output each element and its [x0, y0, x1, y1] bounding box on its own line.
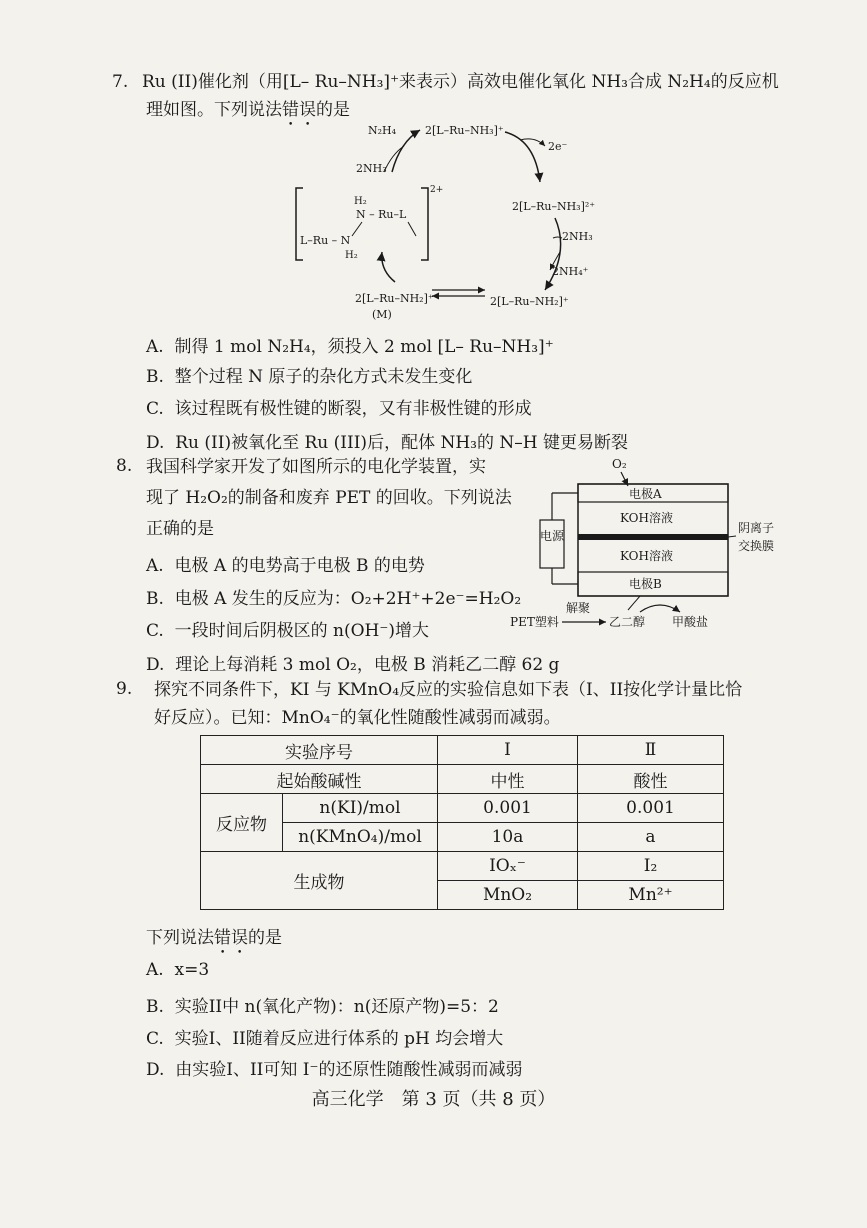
q8-power: 电源: [539, 529, 565, 543]
q7-nh4-out: 2NH₄⁺: [552, 265, 589, 278]
q9-product2-II: Mn²⁺: [578, 881, 724, 910]
q9-products-label: 生成物: [201, 852, 438, 910]
q9-number: 9.: [116, 679, 133, 699]
q8-stem-line1: 我国科学家开发了如图所示的电化学装置，实: [146, 457, 486, 477]
q9-header-serial: 实验序号: [201, 736, 438, 765]
q9-stem-line2: 好反应）。已知：MnO₄⁻的氧化性随酸性减弱而减弱。: [154, 708, 561, 728]
q9-product1-I: IOₓ⁻: [438, 852, 578, 881]
q7-complex-charge: 2+: [430, 185, 444, 195]
q9-reactants-label: 反应物: [201, 794, 283, 852]
q9-after-emphasis: 错误: [214, 928, 248, 948]
q9-kmno4-II: a: [578, 823, 724, 852]
q9-acidity-I: 中性: [438, 765, 578, 794]
q8-hydrolysis: 解聚: [566, 601, 591, 615]
q9-product2-I: MnO₂: [438, 881, 578, 910]
q7-complex-n-ru-l: N – Ru–L: [356, 208, 407, 221]
q7-mechanism-diagram: [0, 112, 867, 322]
q9-header-II: Ⅱ: [578, 736, 724, 765]
q9-n-ki-label: n(KI)/mol: [283, 794, 438, 823]
q9-n-kmno4-label: n(KMnO₄)/mol: [283, 823, 438, 852]
q9-kmno4-I: 10a: [438, 823, 578, 852]
q7-option-c: C. 该过程既有极性键的断裂，又有非极性键的形成: [146, 399, 532, 419]
q7-complex-h2-bottom: H₂: [345, 250, 358, 261]
q9-ki-II: 0.001: [578, 794, 724, 823]
q9-experiment-table: [200, 735, 724, 910]
q7-right-species: 2[L–Ru–NH₃]²⁺: [512, 200, 596, 213]
q7-stem-suffix: 的是: [316, 100, 350, 120]
q8-option-b: B. 电极 A 发生的反应为：O₂+2H⁺+2e⁻=H₂O₂: [146, 589, 522, 609]
q7-m-label: (M): [372, 308, 392, 321]
q8-option-d: D. 理论上每消耗 3 mol O₂，电极 B 消耗乙二醇 62 g: [146, 655, 560, 675]
q7-number: 7.: [112, 72, 129, 92]
q9-option-b: B. 实验II中 n(氧化产物)：n(还原产物)=5：2: [146, 997, 499, 1017]
q9-option-c: C. 实验I、II随着反应进行体系的 pH 均会增大: [146, 1029, 504, 1049]
q8-koh-top: KOH溶液: [620, 511, 673, 525]
q8-membrane: [578, 534, 728, 540]
q7-n2h4-label: N₂H₄: [368, 124, 397, 137]
q7-arrow-left-up: [382, 252, 395, 282]
q8-pet: PET塑料: [510, 615, 559, 629]
q7-top-species: 2[L–Ru–NH₃]⁺: [425, 124, 504, 137]
q7-bottom-right-species: 2[L–Ru–NH₂]⁺: [490, 295, 569, 308]
q8-membrane-label-1: 阴离子: [738, 521, 775, 535]
q9-after-prefix: 下列说法: [146, 928, 214, 948]
q7-nh3-out-right: 2NH₃: [562, 230, 593, 243]
q7-complex-l-ru-n: L–Ru – N: [300, 234, 351, 247]
q7-arrow-nh3-right: [553, 237, 562, 238]
q7-stem-prefix: 理如图。下列说法: [146, 100, 282, 120]
q8-cell-diagram: [0, 450, 867, 650]
q7-stem-emphasis: 错误: [282, 100, 316, 120]
q9-product1-II: I₂: [578, 852, 724, 881]
q8-koh-bottom: KOH溶液: [620, 549, 673, 563]
q7-stem-line1: Ru (II)催化剂（用[L– Ru–NH₃]⁺来表示）高效电催化氧化 NH₃合成 N₂H₄的反应机: [142, 72, 779, 92]
q9-after-suffix: 的是: [248, 928, 282, 948]
q7-nh3-in-left: 2NH₃: [356, 162, 387, 175]
page-footer: 高三化学 第 3 页（共 8 页）: [311, 1089, 556, 1110]
q9-ki-I: 0.001: [438, 794, 578, 823]
q9-row-acidity-label: 起始酸碱性: [201, 765, 438, 794]
q8-glycol: 乙二醇: [609, 615, 646, 629]
q9-header-I: Ⅰ: [438, 736, 578, 765]
q8-power-box: [540, 520, 564, 568]
q7-option-a: A. 制得 1 mol N₂H₄，须投入 2 mol [L– Ru–NH₃]⁺: [146, 337, 554, 357]
q8-number: 8.: [116, 456, 133, 476]
q8-formate: 甲酸盐: [672, 615, 709, 629]
q8-option-a: A. 电极 A 的电势高于电极 B 的电势: [146, 556, 425, 576]
q9-option-a: A. x=3: [146, 960, 210, 980]
q8-membrane-label-2: 交换膜: [738, 539, 775, 553]
q9-stem-line1: 探究不同条件下，KI 与 KMnO₄反应的实验信息如下表（I、II按化学计量比恰: [154, 680, 743, 700]
q8-stem-line3: 正确的是: [146, 519, 214, 539]
q9-option-d: D. 由实验I、II可知 I⁻的还原性随酸性减弱而减弱: [146, 1060, 523, 1080]
q7-arrow-top: [392, 130, 420, 172]
q8-stem-line2: 现了 H₂O₂的制备和废弃 PET 的回收。下列说法: [146, 488, 512, 508]
q7-complex-h2-top: H₂: [354, 196, 367, 207]
q7-bottom-left-species: 2[L–Ru–NH₂]⁺: [355, 292, 434, 305]
q8-o2-label: O₂: [612, 457, 627, 471]
q7-minus-2e: 2e⁻: [548, 140, 568, 153]
q8-option-c: C. 一段时间后阴极区的 n(OH⁻)增大: [146, 621, 429, 641]
q8-electrode-a: 电极A: [629, 487, 662, 501]
q8-electrode-b: 电极B: [629, 577, 662, 591]
q7-option-d: D. Ru (II)被氧化至 Ru (III)后，配体 NH₃的 N–H 键更易断裂: [146, 433, 628, 453]
q9-acidity-II: 酸性: [578, 765, 724, 794]
q9-after-table: [146, 926, 282, 958]
q7-option-b: B. 整个过程 N 原子的杂化方式未发生变化: [146, 367, 473, 387]
